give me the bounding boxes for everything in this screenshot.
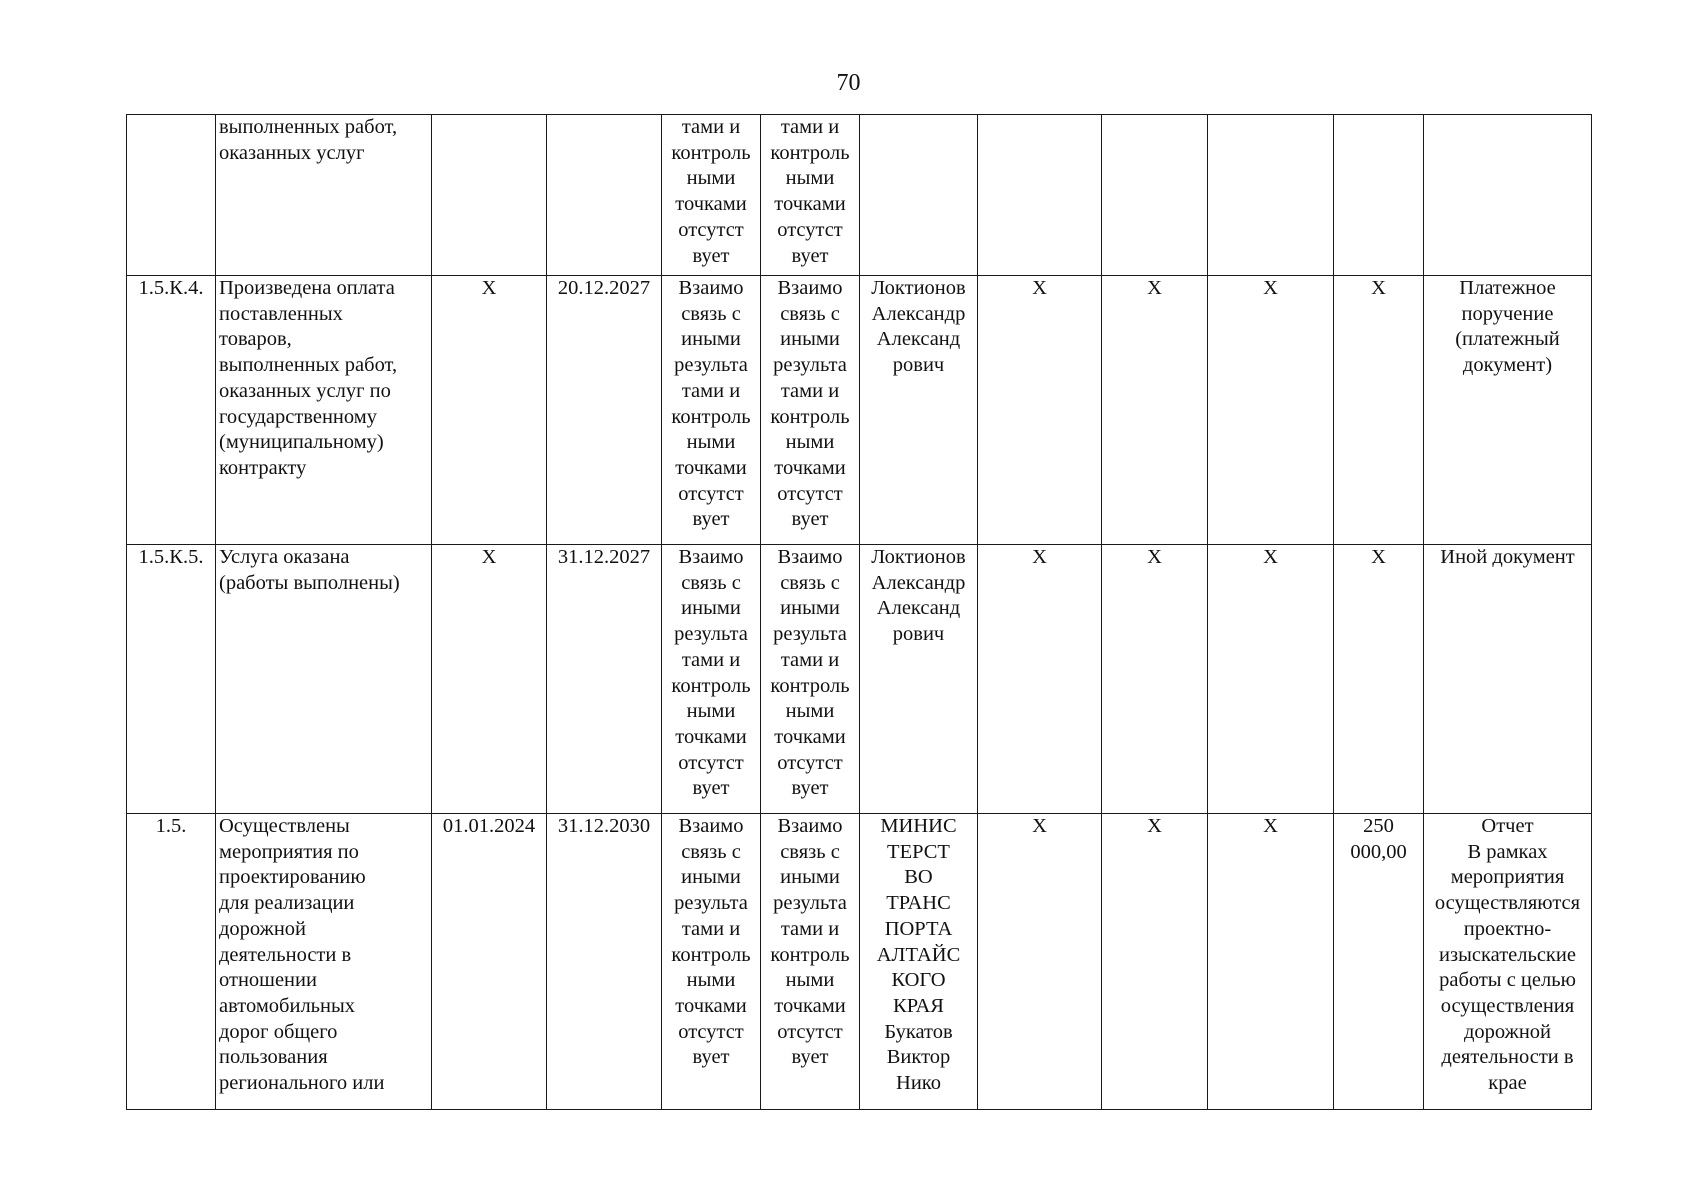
cell-line: результа	[773, 354, 847, 377]
value-3-cell: X	[1208, 814, 1334, 1110]
cell-line: работы с целью	[1439, 969, 1576, 992]
cell-line: иными	[681, 866, 741, 889]
value-2-cell: X	[1102, 545, 1208, 814]
cell-line: проектированию	[219, 866, 366, 889]
cell-line: поручение	[1461, 302, 1554, 325]
cell-line: рович	[892, 354, 945, 377]
cell-line: тами и	[681, 648, 741, 671]
cell-line: вует	[692, 1046, 730, 1069]
start-date-cell: X	[432, 545, 547, 814]
cell-line: ными	[785, 431, 835, 454]
cell-line: точками	[675, 456, 747, 479]
cell-line: МИНИС	[880, 815, 957, 837]
cell-line: связь с	[681, 840, 741, 863]
cell-line: тами и	[780, 917, 840, 940]
cell-line: КОГО	[891, 969, 946, 992]
cell-line: точками	[774, 994, 846, 1017]
table-row	[127, 276, 1592, 545]
cell-line: Александр	[871, 571, 966, 594]
cell-line: связь с	[681, 302, 741, 325]
cell-line: выполненных работ,	[219, 354, 398, 377]
cell-line: отсутст	[678, 1020, 744, 1043]
cell-line: вует	[692, 508, 730, 531]
cell-line: точками	[675, 725, 747, 748]
cell-line: отсутст	[777, 482, 843, 505]
cell-line: мероприятия	[1450, 866, 1565, 889]
cell-line: X	[1371, 277, 1386, 299]
cell-line: вует	[692, 777, 730, 800]
value-1-cell: X	[978, 545, 1102, 814]
cell-line: ными	[686, 167, 736, 190]
result-name-cell	[216, 814, 432, 1110]
cell-line: контракту	[219, 456, 307, 479]
cell-line: результа	[674, 623, 748, 646]
cell-line: Локтионов	[871, 546, 966, 568]
cell-line: отсутст	[678, 218, 744, 241]
cell-line: Взаимо	[777, 546, 843, 568]
cell-line: Платежное	[1459, 277, 1556, 299]
value-4-cell	[1334, 276, 1424, 545]
table-row	[127, 115, 1592, 276]
link-predecessor-cell	[662, 276, 761, 545]
end-date-cell: 31.12.2030	[547, 814, 662, 1110]
value-2-cell: X	[1102, 276, 1208, 545]
cell-line: отсутст	[777, 1020, 843, 1043]
cell-line: контроль	[770, 674, 850, 697]
cell-line: результа	[674, 354, 748, 377]
row-number-cell: 1.5.К.5.	[127, 545, 216, 814]
value-4-cell	[1334, 814, 1424, 1110]
cell-line: В рамках	[1467, 840, 1548, 863]
table-row	[127, 814, 1592, 1110]
cell-line: Осуществлены	[219, 815, 350, 837]
document-type-cell	[1424, 545, 1592, 814]
cell-line: дорожной	[219, 917, 307, 940]
cell-line: отсутст	[678, 751, 744, 774]
cell-line: результа	[773, 892, 847, 915]
cell-line: пользования	[219, 1046, 328, 1069]
link-predecessor-cell	[662, 115, 761, 276]
cell-line: вует	[791, 777, 829, 800]
value-1-cell: X	[978, 814, 1102, 1110]
cell-line: оказанных услуг	[219, 141, 365, 164]
document-type-cell	[1424, 115, 1592, 276]
cell-line: ными	[785, 167, 835, 190]
cell-line: отсутст	[777, 751, 843, 774]
cell-line: тами и	[780, 379, 840, 402]
cell-line: выполненных работ,	[219, 116, 398, 138]
cell-line: контроль	[671, 674, 751, 697]
cell-line: мероприятия по	[219, 840, 359, 863]
cell-line: для реализации	[219, 892, 355, 915]
row-number-cell: 1.5.	[127, 814, 216, 1110]
cell-line: государственному	[219, 405, 377, 428]
cell-line: Отчет	[1481, 815, 1534, 837]
cell-line: ПОРТА	[884, 917, 953, 940]
cell-line: тами и	[780, 648, 840, 671]
cell-line: связь с	[780, 302, 840, 325]
cell-line: контроль	[770, 943, 850, 966]
cell-line: вует	[791, 508, 829, 531]
responsible-cell	[860, 115, 978, 276]
cell-line: проектно-	[1463, 917, 1552, 940]
result-name-cell	[216, 545, 432, 814]
value-3-cell	[1208, 115, 1334, 276]
cell-line: контроль	[671, 943, 751, 966]
cell-line: контроль	[671, 405, 751, 428]
cell-line: (работы выполнены)	[219, 571, 400, 594]
cell-line: дорожной	[1463, 1020, 1552, 1043]
cell-line: оказанных услуг по	[219, 379, 391, 402]
responsible-cell	[860, 276, 978, 545]
cell-line: точками	[675, 994, 747, 1017]
cell-line: ными	[785, 969, 835, 992]
cell-line: связь с	[780, 571, 840, 594]
cell-line: Виктор	[886, 1046, 951, 1069]
value-2-cell: X	[1102, 814, 1208, 1110]
cell-line: вует	[692, 244, 730, 267]
value-4-cell	[1334, 115, 1424, 276]
cell-line: изыскательские	[1439, 943, 1576, 966]
cell-line: осуществления	[1440, 994, 1575, 1017]
cell-line: КРАЯ	[893, 994, 944, 1017]
cell-line: вует	[791, 1046, 829, 1069]
cell-line: Взаимо	[777, 815, 843, 837]
cell-line: Нико	[896, 1072, 941, 1095]
cell-line: контроль	[770, 141, 850, 164]
cell-line: тами и	[681, 116, 741, 138]
cell-line: товаров,	[219, 328, 292, 351]
cell-line: (платежный	[1455, 328, 1560, 351]
cell-line: Александ	[876, 597, 961, 620]
cell-line: осуществляются	[1434, 892, 1581, 915]
cell-line: точками	[774, 456, 846, 479]
cell-line: Услуга оказана	[219, 546, 350, 568]
table-row	[127, 545, 1592, 814]
cell-line: тами и	[681, 379, 741, 402]
end-date-cell	[547, 115, 662, 276]
cell-line: крае	[1488, 1072, 1527, 1095]
cell-line: Букатов	[884, 1020, 953, 1043]
cell-line: тами и	[681, 917, 741, 940]
link-predecessor-cell	[662, 545, 761, 814]
value-2-cell	[1102, 115, 1208, 276]
cell-line: вует	[791, 244, 829, 267]
link-successor-cell	[761, 814, 860, 1110]
cell-line: дорог общего	[219, 1020, 338, 1043]
cell-line: Иной документ	[1440, 546, 1575, 568]
cell-line: ными	[785, 700, 835, 723]
cell-line: Александр	[871, 302, 966, 325]
table-body	[127, 115, 1592, 1110]
value-3-cell: X	[1208, 276, 1334, 545]
cell-line: документ)	[1462, 354, 1553, 377]
cell-line: отношении	[219, 969, 317, 992]
cell-line: связь с	[780, 840, 840, 863]
cell-line: АЛТАЙС	[876, 943, 961, 966]
cell-line: иными	[780, 328, 840, 351]
result-name-cell	[216, 276, 432, 545]
value-3-cell: X	[1208, 545, 1334, 814]
row-number-cell	[127, 115, 216, 276]
cell-line: ТЕРСТ	[887, 840, 950, 863]
cell-line: Произведена оплата	[219, 277, 395, 299]
link-successor-cell	[761, 276, 860, 545]
cell-line: результа	[773, 623, 847, 646]
link-successor-cell	[761, 545, 860, 814]
cell-line: отсутст	[678, 482, 744, 505]
end-date-cell: 31.12.2027	[547, 545, 662, 814]
link-predecessor-cell	[662, 814, 761, 1110]
cell-line: ВО	[904, 866, 933, 889]
cell-line: 250	[1363, 815, 1394, 837]
value-1-cell	[978, 115, 1102, 276]
document-type-cell	[1424, 814, 1592, 1110]
page-number: 70	[836, 70, 861, 96]
responsible-cell	[860, 545, 978, 814]
end-date-cell: 20.12.2027	[547, 276, 662, 545]
cell-line: Взаимо	[678, 546, 744, 568]
measures-table	[126, 114, 1592, 1110]
start-date-cell	[432, 115, 547, 276]
cell-line: ТРАНС	[886, 892, 951, 915]
link-successor-cell	[761, 115, 860, 276]
responsible-cell	[860, 814, 978, 1110]
start-date-cell: X	[432, 276, 547, 545]
cell-line: X	[1371, 546, 1386, 568]
cell-line: тами и	[780, 116, 840, 138]
cell-line: Александ	[876, 328, 961, 351]
result-name-cell	[216, 115, 432, 276]
cell-line: Локтионов	[871, 277, 966, 299]
cell-line: иными	[780, 866, 840, 889]
row-number-cell: 1.5.К.4.	[127, 276, 216, 545]
document-type-cell	[1424, 276, 1592, 545]
value-4-cell	[1334, 545, 1424, 814]
cell-line: отсутст	[777, 218, 843, 241]
cell-line: Взаимо	[678, 277, 744, 299]
cell-line: деятельности в	[1441, 1046, 1574, 1069]
cell-line: поставленных	[219, 302, 343, 325]
cell-line: ными	[686, 700, 736, 723]
cell-line: точками	[675, 193, 747, 216]
start-date-cell: 01.01.2024	[432, 814, 547, 1110]
cell-line: (муниципальному)	[219, 431, 384, 454]
cell-line: регионального или	[219, 1072, 385, 1095]
cell-line: иными	[780, 597, 840, 620]
cell-line: ными	[686, 431, 736, 454]
cell-line: 000,00	[1350, 840, 1407, 863]
value-1-cell: X	[978, 276, 1102, 545]
cell-line: связь с	[681, 571, 741, 594]
cell-line: иными	[681, 328, 741, 351]
cell-line: рович	[892, 623, 945, 646]
cell-line: контроль	[770, 405, 850, 428]
cell-line: контроль	[671, 141, 751, 164]
cell-line: точками	[774, 193, 846, 216]
cell-line: точками	[774, 725, 846, 748]
cell-line: автомобильных	[219, 994, 356, 1017]
cell-line: ными	[686, 969, 736, 992]
cell-line: деятельности в	[219, 943, 352, 966]
cell-line: иными	[681, 597, 741, 620]
cell-line: Взаимо	[777, 277, 843, 299]
cell-line: Взаимо	[678, 815, 744, 837]
cell-line: результа	[674, 892, 748, 915]
